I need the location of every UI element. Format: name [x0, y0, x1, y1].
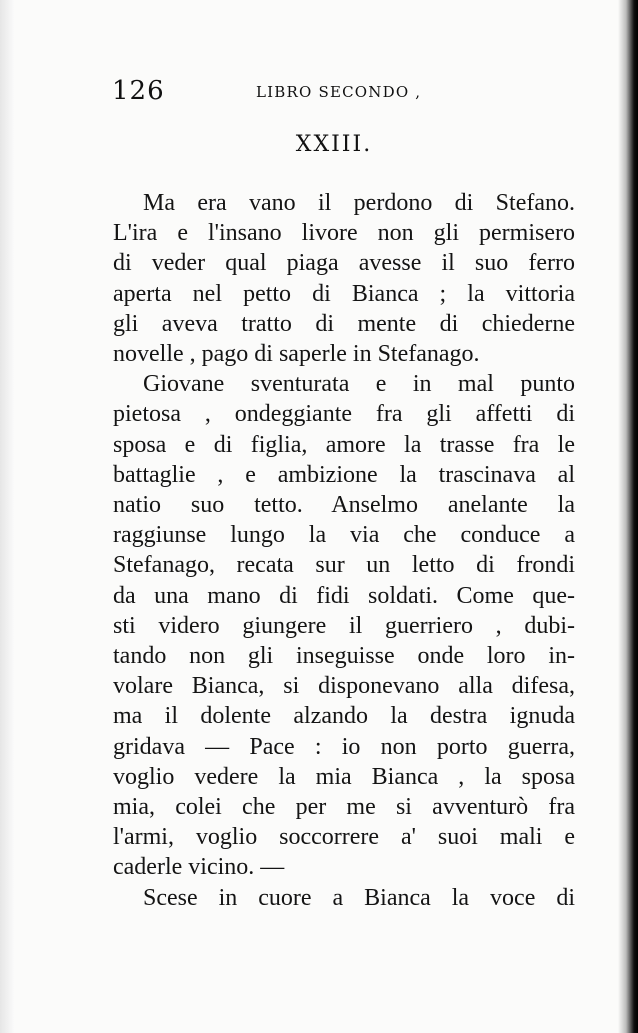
text-line: Ma era vano il perdono di Stefano.: [143, 190, 575, 216]
chapter-heading: XXIII.: [295, 132, 373, 157]
text-line: Scese in cuore a Bianca la voce di: [143, 884, 575, 911]
text-line: caderle vicino. —: [113, 854, 285, 881]
text-line: gli aveva tratto di mente di chiederne: [113, 310, 575, 337]
text-line: voglio vedere la mia Bianca , la sposa: [113, 763, 575, 790]
page-number: 126: [112, 76, 165, 106]
text-line: mia, colei che per me si avventurò fra: [113, 794, 575, 821]
text-line: volare Bianca, si disponevano alla difesa,: [113, 673, 575, 700]
text-line: sti videro giungere il guerriero , dubi-: [113, 612, 575, 639]
text-line: Giovane sventurata e in mal punto: [143, 371, 575, 398]
text-line: L'ira e l'insano livore non gli permisero: [113, 220, 575, 247]
text-line: Stefanago, recata sur un letto di frondi: [113, 552, 575, 579]
text-line: raggiunse lungo la via che conduce a: [113, 522, 575, 549]
text-line: da una mano di fidi soldati. Come que-: [113, 582, 575, 609]
page-header: [112, 76, 452, 106]
text-line: battaglie , e ambizione la trascinava al: [113, 461, 575, 488]
text-line: l'armi, voglio soccorrere a' suoi mali e: [113, 824, 575, 851]
text-line: novelle , pago di saperle in Stefanago.: [113, 341, 480, 368]
text-line: gridava — Pace : io non porto guerra,: [113, 733, 575, 760]
text-line: ma il dolente alzando la destra ignuda: [113, 703, 575, 730]
text-line: sposa e di figlia, amore la trasse fra le: [113, 431, 575, 458]
text-line: aperta nel petto di Bianca ; la vittoria: [113, 280, 575, 307]
running-head: LIBRO SECONDO ,: [256, 83, 422, 101]
text-line: natio suo tetto. Anselmo anelante la: [113, 492, 575, 519]
text-line: di veder qual piaga avesse il suo ferro: [113, 250, 575, 277]
body-text: [113, 188, 575, 913]
text-line: tando non gli inseguisse onde loro in-: [113, 643, 575, 670]
text-line: pietosa , ondeggiante fra gli affetti di: [113, 401, 575, 428]
